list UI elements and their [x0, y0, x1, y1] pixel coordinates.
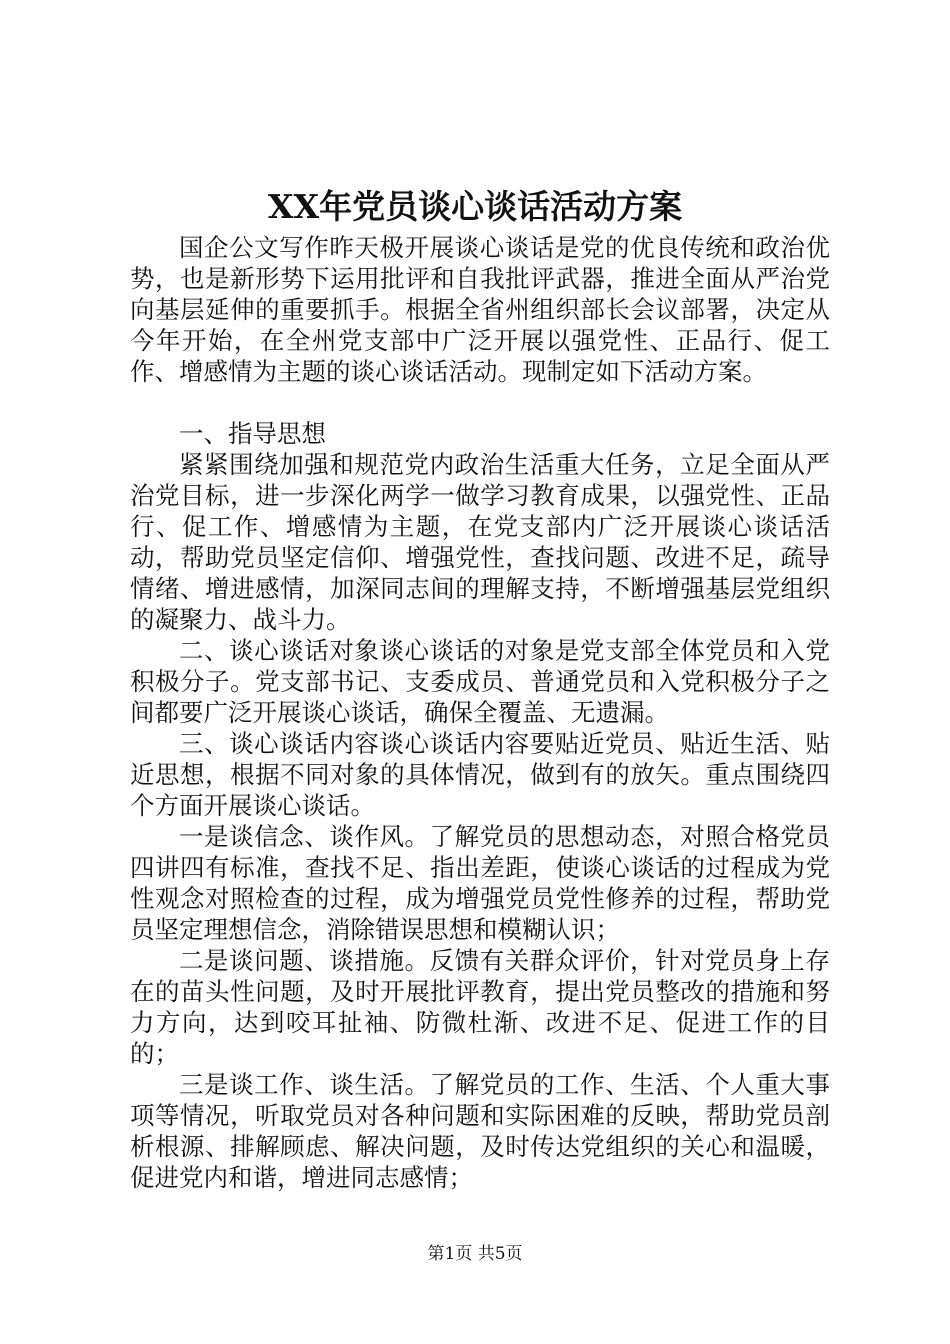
paragraph-problems-measures: 二是谈问题、谈措施。反馈有关群众评价，针对党员身上存在的苗头性问题，及时开展批评教育，提出党员整改的措施和努力方向，达到咬耳扯袖、防微杜渐、改进不足、促进工作的目的；	[130, 946, 830, 1068]
paragraph-belief-style: 一是谈信念、谈作风。了解党员的思想动态，对照合格党员四讲四有标准，查找不足、指出差距，使谈心谈话的过程成为党性观念对照检查的过程，成为增强党员党性修养的过程，帮助党员坚定理想信念，消除错误思想和模糊认识；	[130, 822, 830, 944]
page-number: 第1页 共5页	[427, 1244, 523, 1264]
document-title: XX年党员谈心谈话活动方案	[267, 187, 683, 226]
section-heading-guiding-thought: 一、指导思想	[179, 419, 326, 448]
paragraph-intro: 国企公文写作昨天极开展谈心谈话是党的优良传统和政治优势，也是新形势下运用批评和自我批评武器，推进全面从严治党向基层延伸的重要抓手。根据全省州组织部长会议部署，决定从今年开始，在全州党支部中广泛开展以强党性、正品行、促工作、增感情为主题的谈心谈话活动。现制定如下活动方案。	[130, 233, 830, 386]
paragraph-work-life: 三是谈工作、谈生活。了解党员的工作、生活、个人重大事项等情况，听取党员对各种问题和实际困难的反映，帮助党员剖析根源、排解顾虑、解决问题，及时传达党组织的关心和温暖，促进党内和谐，增进同志感情；	[130, 1070, 830, 1192]
paragraph-talk-content: 三、谈心谈话内容谈心谈话内容要贴近党员、贴近生活、贴近思想，根据不同对象的具体情况，做到有的放矢。重点围绕四个方面开展谈心谈话。	[130, 729, 830, 820]
paragraph-guiding-thought: 紧紧围绕加强和规范党内政治生活重大任务，立足全面从严治党目标，进一步深化两学一做学习教育成果，以强党性、正品行、促工作、增感情为主题，在党支部内广泛开展谈心谈话活动，帮助党员坚定信仰、增强党性，查找问题、改进不足，疏导情绪、增进感情，加深同志间的理解支持，不断增强基层党组织的凝聚力、战斗力。	[130, 450, 830, 634]
paragraph-talk-targets: 二、谈心谈话对象谈心谈话的对象是党支部全体党员和入党积极分子。党支部书记、支委成员、普通党员和入党积极分子之间都要广泛开展谈心谈话，确保全覆盖、无遗漏。	[130, 636, 830, 727]
paragraph-spacer	[130, 387, 830, 418]
document-body	[130, 232, 830, 1193]
